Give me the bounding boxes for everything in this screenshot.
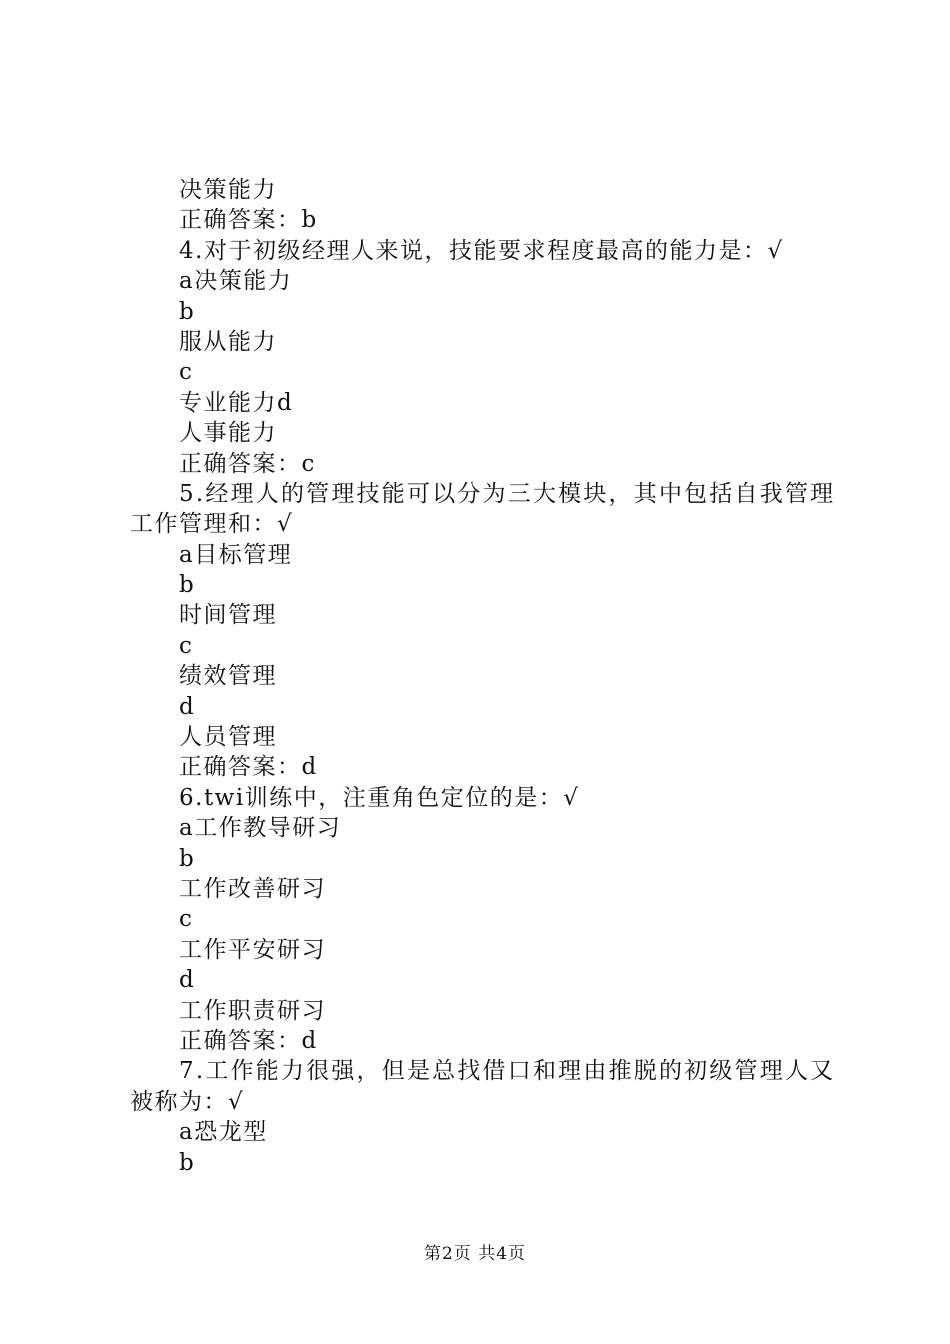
- question-7: 7.工作能力很强，但是总找借口和理由推脱的初级管理人又: [179, 1058, 836, 1085]
- option-a: a工作教导研习: [179, 815, 342, 842]
- answer-line: 正确答案：d: [179, 1027, 318, 1054]
- option-a: a决策能力: [179, 268, 293, 295]
- option-d-text: 人员管理: [179, 724, 277, 751]
- option-b-text: 服从能力: [179, 328, 277, 355]
- option-c-text: 工作平安研习: [179, 936, 326, 963]
- question-7-continued: 被称为：√: [130, 1088, 245, 1115]
- option-b-letter: b: [179, 572, 196, 599]
- option-c-letter: c: [179, 359, 194, 386]
- option-d-letter: d: [179, 967, 196, 994]
- document-body: [130, 175, 845, 1178]
- option-b-letter: b: [179, 845, 196, 872]
- option-d-text: 工作职责研习: [179, 997, 326, 1024]
- option-c-letter: c: [179, 632, 194, 659]
- option-b-text: 工作改善研习: [179, 875, 326, 902]
- question-5: 5.经理人的管理技能可以分为三大模块，其中包括自我管理: [179, 480, 836, 507]
- option-b-text: 时间管理: [179, 602, 277, 629]
- option-b-letter: b: [179, 298, 196, 325]
- option-b-letter: b: [179, 1149, 196, 1176]
- option-a: a目标管理: [179, 541, 293, 568]
- answer-line: 正确答案：b: [179, 207, 318, 234]
- answer-line: 正确答案：d: [179, 754, 318, 781]
- page-footer: 第2页 共4页: [423, 1244, 527, 1264]
- option-c-text: 专业能力d: [179, 389, 294, 416]
- option-d-letter: d: [179, 693, 196, 720]
- text-line: 决策能力: [179, 177, 277, 203]
- question-6: 6.twi训练中，注重角色定位的是：√: [179, 784, 580, 811]
- option-c-letter: c: [179, 906, 194, 933]
- question-4: 4.对于初级经理人来说，技能要求程度最高的能力是：√: [179, 237, 784, 264]
- answer-line: 正确答案：c: [179, 450, 316, 477]
- option-a: a恐龙型: [179, 1119, 268, 1146]
- question-5-continued: 工作管理和：√: [130, 511, 294, 538]
- option-d-text: 人事能力: [179, 420, 277, 447]
- option-c-text: 绩效管理: [179, 663, 277, 690]
